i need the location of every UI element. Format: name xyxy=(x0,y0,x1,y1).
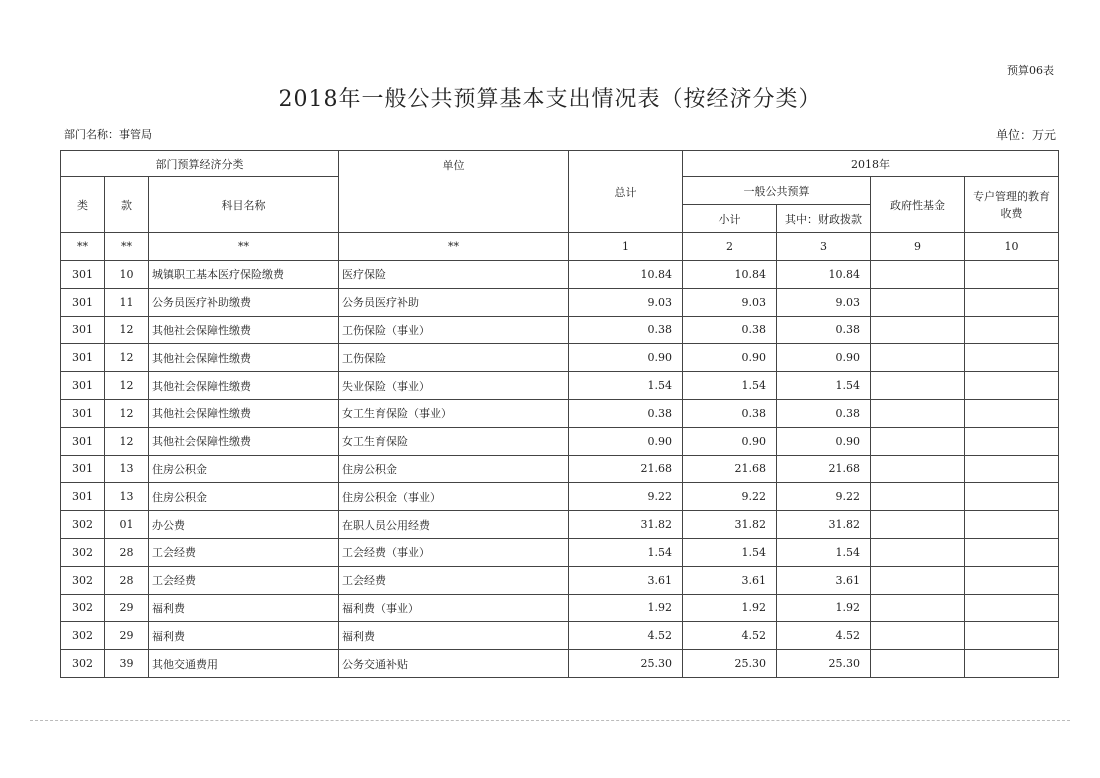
cell-subject: 住房公积金 xyxy=(149,483,339,511)
cell-gov-fund xyxy=(871,427,965,455)
cell-subject: 其他交通费用 xyxy=(149,650,339,678)
cell-fiscal: 3.61 xyxy=(777,566,871,594)
cell-gov-fund xyxy=(871,511,965,539)
cell-lei: 301 xyxy=(61,399,105,427)
unit-label: 单位：万元 xyxy=(995,128,1056,142)
code-cell: ** xyxy=(61,233,105,261)
cell-kuan: 01 xyxy=(105,511,149,539)
table-row xyxy=(61,261,1059,289)
table-row xyxy=(61,650,1059,678)
cell-edu-fee xyxy=(965,455,1059,483)
cell-fiscal: 25.30 xyxy=(777,650,871,678)
table-row xyxy=(61,316,1059,344)
cell-edu-fee xyxy=(965,594,1059,622)
table-row xyxy=(61,288,1059,316)
cell-subject: 公务员医疗补助缴费 xyxy=(149,288,339,316)
cell-total: 25.30 xyxy=(569,650,683,678)
header-general-budget: 一般公共预算 xyxy=(683,177,871,205)
cell-lei: 301 xyxy=(61,427,105,455)
cell-subject: 其他社会保障性缴费 xyxy=(149,399,339,427)
cell-project: 医疗保险 xyxy=(339,261,569,289)
cell-fiscal: 9.03 xyxy=(777,288,871,316)
cell-project: 福利费 xyxy=(339,622,569,650)
table-row xyxy=(61,538,1059,566)
page-title: 2018年一般公共预算基本支出情况表（按经济分类） xyxy=(278,87,822,112)
cell-gov-fund xyxy=(871,344,965,372)
cell-subject: 福利费 xyxy=(149,622,339,650)
cell-kuan: 29 xyxy=(105,622,149,650)
cell-subject: 其他社会保障性缴费 xyxy=(149,372,339,400)
code-cell: 1 xyxy=(569,233,683,261)
cell-total: 1.54 xyxy=(569,372,683,400)
cell-project: 公务员医疗补助 xyxy=(339,288,569,316)
cell-edu-fee xyxy=(965,261,1059,289)
department-label: 部门名称：事管局 xyxy=(64,128,152,141)
cell-subtotal: 31.82 xyxy=(683,511,777,539)
cell-fiscal: 1.54 xyxy=(777,538,871,566)
cell-kuan: 39 xyxy=(105,650,149,678)
cell-project: 住房公积金 xyxy=(339,455,569,483)
cell-subject: 工会经费 xyxy=(149,538,339,566)
cell-lei: 301 xyxy=(61,483,105,511)
table-row xyxy=(61,483,1059,511)
cell-gov-fund xyxy=(871,594,965,622)
cell-total: 21.68 xyxy=(569,455,683,483)
header-fiscal: 其中：财政拨款 xyxy=(777,205,871,233)
cell-kuan: 29 xyxy=(105,594,149,622)
header-subtotal: 小计 xyxy=(683,205,777,233)
cell-subject: 工会经费 xyxy=(149,566,339,594)
cell-subtotal: 0.38 xyxy=(683,399,777,427)
cell-edu-fee xyxy=(965,288,1059,316)
cell-gov-fund xyxy=(871,455,965,483)
cell-fiscal: 9.22 xyxy=(777,483,871,511)
cell-fiscal: 1.54 xyxy=(777,372,871,400)
cell-total: 10.84 xyxy=(569,261,683,289)
table-row xyxy=(61,344,1059,372)
cell-kuan: 28 xyxy=(105,538,149,566)
cell-subtotal: 0.38 xyxy=(683,316,777,344)
cell-gov-fund xyxy=(871,650,965,678)
table-row xyxy=(61,622,1059,650)
cell-subtotal: 1.54 xyxy=(683,372,777,400)
cell-gov-fund xyxy=(871,399,965,427)
cell-lei: 301 xyxy=(61,261,105,289)
cell-fiscal: 0.38 xyxy=(777,316,871,344)
code-cell: ** xyxy=(105,233,149,261)
cell-lei: 301 xyxy=(61,316,105,344)
header-year: 2018年 xyxy=(683,151,1059,177)
cell-project: 工会经费 xyxy=(339,566,569,594)
cell-fiscal: 10.84 xyxy=(777,261,871,289)
cell-edu-fee xyxy=(965,427,1059,455)
cell-subtotal: 1.92 xyxy=(683,594,777,622)
form-number: 预算06表 xyxy=(1007,64,1054,77)
cell-subject: 福利费 xyxy=(149,594,339,622)
header-gov-fund: 政府性基金 xyxy=(871,177,965,233)
cell-kuan: 13 xyxy=(105,483,149,511)
cell-total: 4.52 xyxy=(569,622,683,650)
cell-lei: 302 xyxy=(61,566,105,594)
cell-subtotal: 0.90 xyxy=(683,427,777,455)
cell-subtotal: 21.68 xyxy=(683,455,777,483)
cell-kuan: 12 xyxy=(105,427,149,455)
table-row xyxy=(61,372,1059,400)
cell-lei: 302 xyxy=(61,622,105,650)
cell-edu-fee xyxy=(965,344,1059,372)
cell-project: 失业保险（事业） xyxy=(339,372,569,400)
code-cell: 3 xyxy=(777,233,871,261)
cell-total: 0.38 xyxy=(569,399,683,427)
cell-fiscal: 0.38 xyxy=(777,399,871,427)
cell-fiscal: 0.90 xyxy=(777,344,871,372)
cell-gov-fund xyxy=(871,483,965,511)
cell-gov-fund xyxy=(871,538,965,566)
table-row xyxy=(61,566,1059,594)
cell-lei: 301 xyxy=(61,344,105,372)
cell-fiscal: 0.90 xyxy=(777,427,871,455)
cell-subject: 住房公积金 xyxy=(149,455,339,483)
cell-edu-fee xyxy=(965,538,1059,566)
cell-edu-fee xyxy=(965,650,1059,678)
cell-edu-fee xyxy=(965,372,1059,400)
cell-project: 在职人员公用经费 xyxy=(339,511,569,539)
cell-subject: 其他社会保障性缴费 xyxy=(149,316,339,344)
cell-lei: 301 xyxy=(61,288,105,316)
cell-kuan: 13 xyxy=(105,455,149,483)
cell-lei: 302 xyxy=(61,538,105,566)
budget-table xyxy=(60,150,1059,678)
cell-subtotal: 3.61 xyxy=(683,566,777,594)
code-cell: ** xyxy=(149,233,339,261)
cell-subtotal: 4.52 xyxy=(683,622,777,650)
table-row xyxy=(61,427,1059,455)
header-kuan: 款 xyxy=(105,177,149,233)
cell-edu-fee xyxy=(965,622,1059,650)
cell-kuan: 12 xyxy=(105,399,149,427)
cell-kuan: 28 xyxy=(105,566,149,594)
cell-project: 女工生育保险（事业） xyxy=(339,399,569,427)
header-edu-fee: 专户管理的教育收费 xyxy=(965,177,1059,233)
cell-subtotal: 25.30 xyxy=(683,650,777,678)
cell-subtotal: 9.22 xyxy=(683,483,777,511)
header-row-1 xyxy=(61,151,1059,177)
cell-subject: 办公费 xyxy=(149,511,339,539)
cell-subject: 其他社会保障性缴费 xyxy=(149,344,339,372)
cell-edu-fee xyxy=(965,511,1059,539)
cell-edu-fee xyxy=(965,399,1059,427)
cell-gov-fund xyxy=(871,316,965,344)
cell-total: 9.03 xyxy=(569,288,683,316)
cell-fiscal: 31.82 xyxy=(777,511,871,539)
cell-gov-fund xyxy=(871,566,965,594)
cell-project: 工伤保险（事业） xyxy=(339,316,569,344)
code-cell: ** xyxy=(339,233,569,261)
cell-subtotal: 10.84 xyxy=(683,261,777,289)
cell-lei: 301 xyxy=(61,455,105,483)
cell-total: 9.22 xyxy=(569,483,683,511)
header-unit-label: 单位 xyxy=(442,159,465,172)
table-body xyxy=(61,261,1059,678)
cell-total: 1.92 xyxy=(569,594,683,622)
cell-total: 0.38 xyxy=(569,316,683,344)
table-row xyxy=(61,594,1059,622)
cell-total: 31.82 xyxy=(569,511,683,539)
cell-total: 0.90 xyxy=(569,344,683,372)
cell-lei: 302 xyxy=(61,511,105,539)
cell-project: 住房公积金（事业） xyxy=(339,483,569,511)
cell-kuan: 12 xyxy=(105,316,149,344)
cell-gov-fund xyxy=(871,622,965,650)
cell-project: 福利费（事业） xyxy=(339,594,569,622)
cell-lei: 302 xyxy=(61,650,105,678)
cell-subject: 城镇职工基本医疗保险缴费 xyxy=(149,261,339,289)
cell-gov-fund xyxy=(871,288,965,316)
code-cell: 2 xyxy=(683,233,777,261)
table-row xyxy=(61,511,1059,539)
cell-total: 1.54 xyxy=(569,538,683,566)
cell-lei: 302 xyxy=(61,594,105,622)
cell-project: 工伤保险 xyxy=(339,344,569,372)
code-row xyxy=(61,233,1059,261)
page-divider xyxy=(30,720,1070,721)
cell-edu-fee xyxy=(965,566,1059,594)
header-lei: 类 xyxy=(61,177,105,233)
cell-project: 公务交通补贴 xyxy=(339,650,569,678)
cell-subject: 其他社会保障性缴费 xyxy=(149,427,339,455)
cell-kuan: 11 xyxy=(105,288,149,316)
cell-subtotal: 1.54 xyxy=(683,538,777,566)
code-cell: 9 xyxy=(871,233,965,261)
cell-total: 3.61 xyxy=(569,566,683,594)
cell-project: 工会经费（事业） xyxy=(339,538,569,566)
cell-fiscal: 4.52 xyxy=(777,622,871,650)
cell-kuan: 10 xyxy=(105,261,149,289)
cell-edu-fee xyxy=(965,316,1059,344)
cell-kuan: 12 xyxy=(105,344,149,372)
header-total: 总计 xyxy=(569,151,683,233)
cell-project: 女工生育保险 xyxy=(339,427,569,455)
cell-fiscal: 21.68 xyxy=(777,455,871,483)
cell-gov-fund xyxy=(871,372,965,400)
cell-total: 0.90 xyxy=(569,427,683,455)
code-cell: 10 xyxy=(965,233,1059,261)
cell-edu-fee xyxy=(965,483,1059,511)
cell-fiscal: 1.92 xyxy=(777,594,871,622)
cell-lei: 301 xyxy=(61,372,105,400)
header-unit xyxy=(339,151,569,233)
cell-kuan: 12 xyxy=(105,372,149,400)
cell-subtotal: 9.03 xyxy=(683,288,777,316)
header-econ-class: 部门预算经济分类 xyxy=(61,151,339,177)
table-row xyxy=(61,399,1059,427)
cell-gov-fund xyxy=(871,261,965,289)
table-row xyxy=(61,455,1059,483)
cell-subtotal: 0.90 xyxy=(683,344,777,372)
header-subject-name: 科目名称 xyxy=(149,177,339,233)
